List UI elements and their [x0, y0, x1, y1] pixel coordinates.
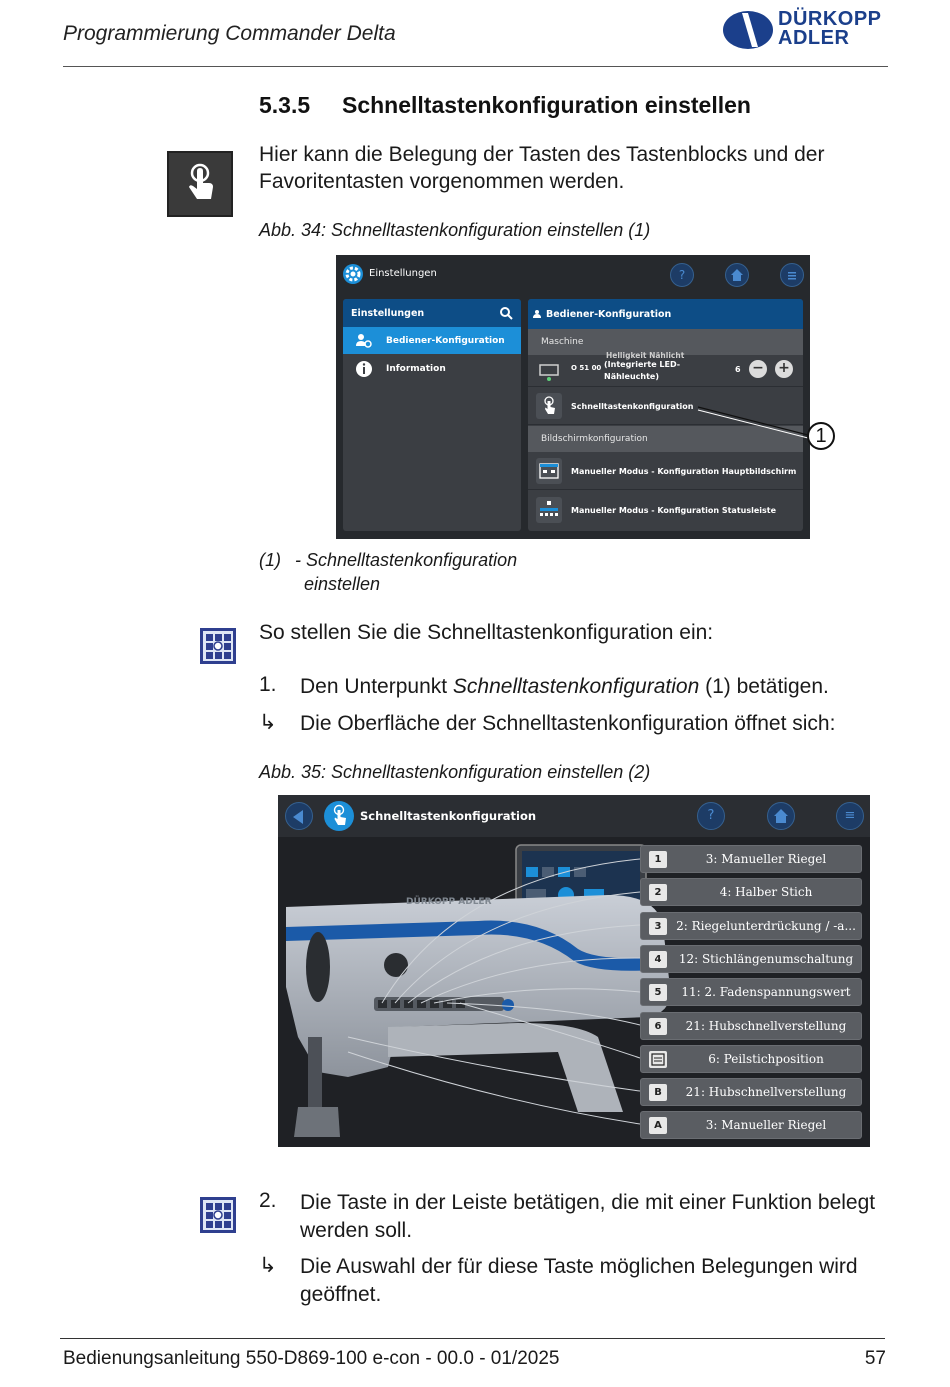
left-panel-title: Einstellungen [351, 308, 425, 319]
row-code: O 51 00 [571, 364, 602, 372]
row-label: Manueller Modus - Konfiguration Statusleiste [571, 506, 777, 515]
quickkey-label: 21: Hubschnellverstellung [685, 1085, 847, 1100]
legend-text-line1: - Schnelltastenkonfiguration [295, 550, 518, 570]
quickkey-label: 4: Halber Stich [719, 885, 813, 900]
machine-brand-label: DÜRKOPP ADLER [406, 897, 492, 907]
quickkey-row[interactable] [640, 845, 862, 873]
settings-left-panel [343, 299, 521, 531]
section-heading [259, 92, 751, 119]
figure-caption-35: Abb. 35: Schnelltastenkonfiguration einstellen (2) [259, 762, 651, 782]
sewing-light-icon [536, 358, 562, 384]
settings-right-panel [528, 299, 803, 531]
operation-hint-icon [200, 628, 236, 664]
step-text-emphasis: Schnelltastenkonfiguration [452, 675, 700, 698]
right-panel-title: Bediener-Konfiguration [546, 309, 672, 320]
row-label-line2: Nähleuchte) [604, 372, 659, 381]
header-divider [63, 66, 888, 67]
home-button[interactable] [767, 802, 795, 830]
menu-button[interactable]: ≡ [836, 802, 864, 830]
help-button[interactable]: ? [697, 802, 725, 830]
quickkey-badge: 6 [649, 1018, 667, 1035]
quickkey-row[interactable] [640, 1111, 862, 1139]
quickkey-label: 3: Manueller Riegel [705, 852, 827, 866]
step-text-part: (1) betätigen. [699, 675, 829, 698]
quickkey-label: 12: Stichlängenumschaltung [678, 951, 854, 966]
setting-row-led-light[interactable] [528, 351, 803, 387]
row-label: Manueller Modus - Konfiguration Hauptbildschirm [571, 467, 797, 476]
menu-button[interactable] [780, 263, 804, 287]
brand-logo [722, 6, 892, 52]
quickkey-badge: B [649, 1084, 667, 1101]
sidebar-item-information[interactable] [343, 355, 521, 382]
instruction-intro: So stellen Sie die Schnelltastenkonfiguration ein: [259, 621, 714, 644]
quickkey-row[interactable] [640, 1078, 862, 1106]
quickkey-label: 3: Manueller Riegel [705, 1118, 827, 1133]
info-icon [355, 360, 373, 378]
legend-number: (1) [259, 550, 281, 570]
increase-button[interactable]: + [775, 360, 793, 378]
search-icon[interactable] [499, 306, 513, 320]
footer-divider [60, 1338, 885, 1339]
status-bar-icon [536, 497, 562, 523]
users-gear-icon [355, 332, 373, 350]
quickkey-row[interactable] [640, 945, 862, 973]
group-header-screen: Bildschirmkonfiguration [528, 426, 803, 452]
row-label: Schnelltastenkonfiguration [571, 402, 694, 411]
quickkey-title: Schnelltastenkonfiguration [360, 809, 537, 823]
brand-name-line1: DÜRKOPP [778, 8, 882, 30]
footer-document-id: Bedienungsanleitung 550-D869-100 e-con - 00.0 - 01/2025 [63, 1348, 560, 1369]
intro-paragraph: Hier kann die Belegung der Tasten des Tastenblocks und der Favoritentasten vorgenommen werden. [259, 143, 825, 193]
quickkey-row[interactable] [640, 978, 862, 1006]
favorites-list-icon [649, 1051, 667, 1068]
quickkey-badge: 2 [649, 884, 667, 901]
decrease-button[interactable]: − [749, 360, 767, 378]
screenshot-quickkey-config [278, 795, 870, 1147]
row-label-line1: (Integrierte LED- [604, 360, 681, 369]
touch-key-icon [536, 393, 562, 419]
quickkey-label: 11: 2. Fadenspannungswert [681, 985, 851, 1000]
result-text: Die Oberfläche der Schnelltastenkonfiguration öffnet sich: [300, 712, 836, 735]
setting-row-quickkey-config[interactable] [528, 387, 803, 425]
group-header-machine: Maschine [528, 329, 803, 355]
step-text-part: Den Unterpunkt [300, 675, 453, 698]
quickkey-badge: 5 [649, 984, 667, 1001]
quickkey-badge: A [649, 1117, 667, 1134]
users-gear-icon [533, 309, 544, 319]
left-panel-header [343, 299, 521, 327]
home-button[interactable] [725, 263, 749, 287]
figure-legend [259, 548, 517, 596]
section-title: Schnelltastenkonfiguration einstellen [342, 92, 751, 118]
menu-icon [781, 264, 803, 286]
result-arrow-icon: ↳ [259, 1254, 277, 1277]
quickkey-topbar [278, 795, 870, 837]
settings-title: Einstellungen [369, 268, 437, 279]
quickkey-label: 2: Riegelunterdrückung / -a... [676, 918, 856, 933]
help-button[interactable]: ? [670, 263, 694, 287]
result-arrow-icon: ↳ [259, 711, 277, 734]
setting-row-status-bar[interactable] [528, 491, 803, 531]
setting-row-main-screen[interactable] [528, 452, 803, 490]
back-button[interactable] [285, 802, 313, 830]
touch-key-icon [167, 151, 233, 217]
section-number: 5.3.5 [259, 92, 311, 118]
quickkey-row[interactable] [640, 1045, 862, 1073]
step-text [300, 673, 829, 701]
brand-mark-icon [722, 10, 774, 50]
step-text: Die Taste in der Leiste betätigen, die mit einer Funktion belegt werden soll. [300, 1191, 876, 1242]
brand-name-line2: ADLER [778, 27, 850, 49]
settings-topbar [336, 255, 810, 293]
callout-marker: 1 [807, 422, 835, 450]
touch-key-icon [324, 801, 354, 831]
page-number: 57 [864, 1348, 886, 1369]
row-value: 6 [735, 365, 741, 374]
step-number: 1. [259, 673, 277, 696]
result-text: Die Auswahl der für diese Taste möglichen Belegungen wird geöffnet. [300, 1255, 858, 1306]
quickkey-label: 6: Peilstichposition [708, 1051, 824, 1066]
screen-layout-icon [536, 458, 562, 484]
operation-hint-icon [200, 1197, 236, 1233]
quickkey-row[interactable] [640, 1012, 862, 1040]
quickkey-label: 21: Hubschnellverstellung [685, 1018, 847, 1033]
sidebar-item-operator-config[interactable] [343, 327, 521, 354]
screenshot-settings [336, 255, 810, 539]
sidebar-item-label: Information [386, 364, 446, 374]
step-number: 2. [259, 1189, 277, 1212]
quickkey-badge: 4 [649, 951, 667, 968]
gear-icon [342, 263, 364, 285]
sidebar-item-label: Bediener-Konfiguration [386, 336, 505, 346]
running-header: Programmierung Commander Delta [63, 22, 396, 45]
home-icon [726, 264, 748, 286]
quickkey-badge: 3 [649, 918, 667, 935]
legend-text-line2: einstellen [304, 574, 381, 594]
row-label-cut: Helligkeit Nählicht [606, 351, 685, 360]
quickkey-row[interactable] [640, 912, 862, 940]
figure-caption-34: Abb. 34: Schnelltastenkonfiguration einstellen (1) [259, 220, 651, 240]
home-icon [768, 803, 794, 829]
quickkey-badge: 1 [649, 851, 667, 868]
right-panel-header [528, 299, 803, 329]
quickkey-row[interactable] [640, 878, 862, 906]
